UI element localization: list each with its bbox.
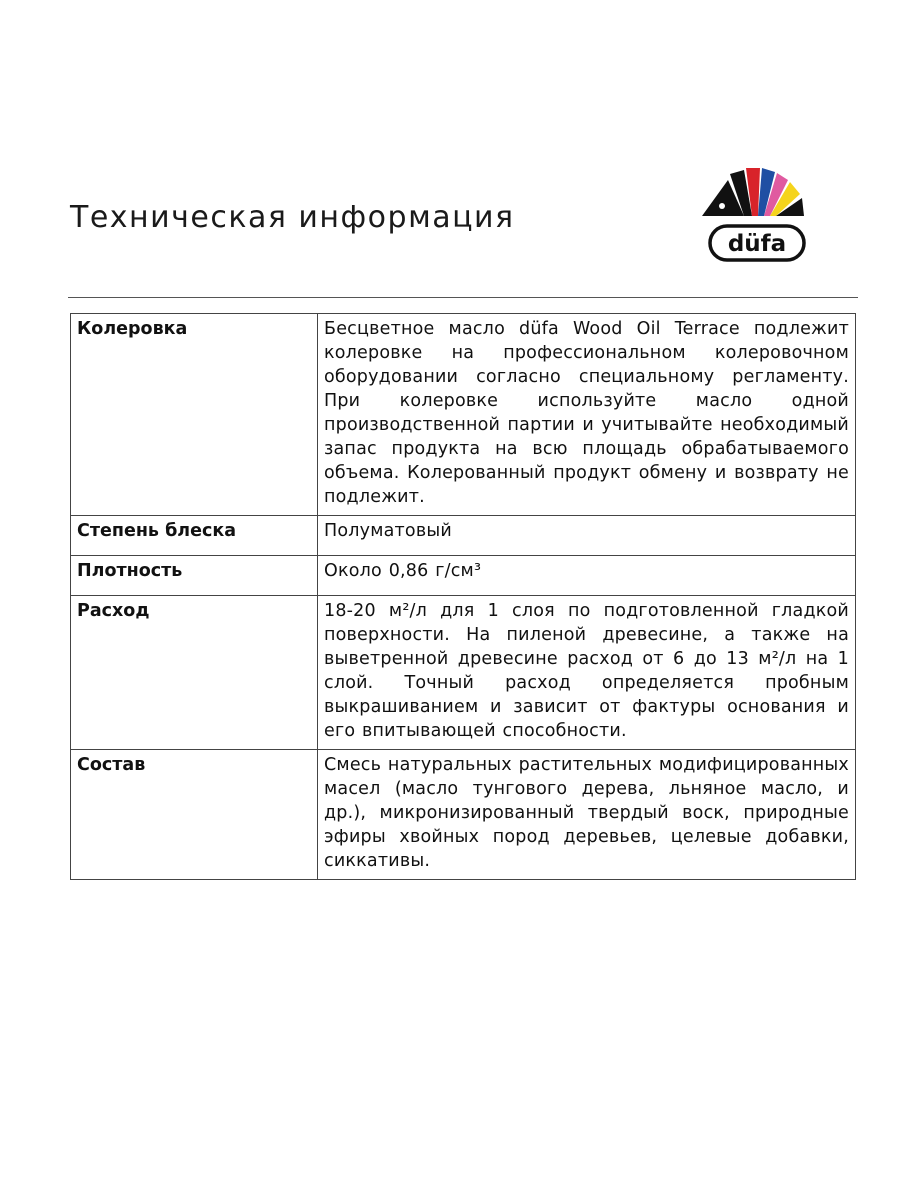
logo-eye xyxy=(719,203,725,209)
table-row xyxy=(71,750,856,880)
technical-info-table xyxy=(70,313,856,880)
row-label: Плотность xyxy=(71,556,318,596)
row-label: Расход xyxy=(71,596,318,750)
row-value: Полуматовый xyxy=(318,516,856,556)
page-title: Техническая информация xyxy=(70,200,515,235)
table-row xyxy=(71,596,856,750)
table-row xyxy=(71,314,856,516)
dufa-logo xyxy=(700,162,808,266)
row-value: 18-20 м²/л для 1 слоя по подготовленной гладкой поверхности. На пиленой древесине, а также на выветренной древесине расход от 6 до 13 м²/л на 1 слой. Точный расход определяется пробным выкрашиванием и зависит от фактуры основания и его впитывающей способности. xyxy=(318,596,856,750)
row-label: Колеровка xyxy=(71,314,318,516)
row-label: Состав xyxy=(71,750,318,880)
row-value: Смесь натуральных растительных модифицированных масел (масло тунгового дерева, льняное масло, и др.), микронизированный твердый воск, природные эфиры хвойных пород деревьев, целевые добавки, сиккативы. xyxy=(318,750,856,880)
logo-wordmark: düfa xyxy=(727,231,787,257)
table-row xyxy=(71,556,856,596)
row-label: Степень блеска xyxy=(71,516,318,556)
row-value: Бесцветное масло düfa Wood Oil Terrace подлежит колеровке на профессиональном колеровочном оборудовании согласно специальному регламенту. При колеровке используйте масло одной производственной партии и учитывайте необходимый запас продукта на всю площадь обрабатываемого объема. Колерованный продукт обмену и возврату не подлежит. xyxy=(318,314,856,516)
table-row xyxy=(71,516,856,556)
row-value: Около 0,86 г/см³ xyxy=(318,556,856,596)
header-divider xyxy=(68,297,858,298)
